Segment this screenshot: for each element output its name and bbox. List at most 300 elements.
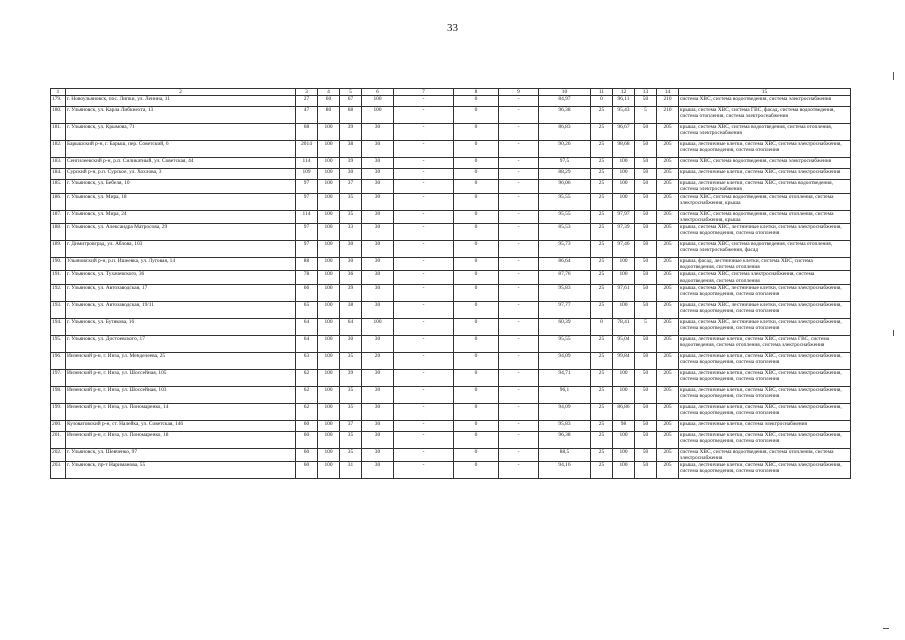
table-row: [51, 158, 851, 169]
table-cell-c12: 96,11: [613, 96, 635, 107]
table-cell-c11: 25: [591, 169, 613, 180]
table-cell-addr: г. Ульяновск, ул. Достоевского, 17: [66, 335, 296, 352]
table-cell-c11: 25: [591, 335, 613, 352]
table-cell-c14: 205: [657, 448, 679, 461]
table-cell-c4: 100: [318, 284, 340, 301]
header-row: [51, 89, 851, 96]
table-cell-c5: 35: [340, 403, 362, 420]
table-cell-c9: -: [499, 462, 539, 479]
table-row: [51, 318, 851, 335]
table-cell-c6: 30: [362, 271, 394, 284]
table-cell-c11: 25: [591, 158, 613, 169]
table-cell-n: 201.: [51, 431, 66, 448]
table-cell-addr: Инзенский р-н, г. Инза, ул. Менделеева, 25: [66, 352, 296, 369]
table-cell-addr: г. Ульяновск, пр-т Нариманова, 55: [66, 462, 296, 479]
table-cell-c7: -: [394, 318, 454, 335]
column-header: 12: [613, 89, 635, 96]
table-cell-c5: 30: [340, 241, 362, 258]
table-cell-c6: 30: [362, 258, 394, 271]
table-row: [51, 369, 851, 386]
table-cell-addr: г. Ульяновск, ул. Шевченко, 97: [66, 448, 296, 461]
table-cell-c9: -: [499, 431, 539, 448]
table-cell-c14: 205: [657, 318, 679, 335]
table-cell-c6: 30: [362, 431, 394, 448]
table-cell-c6: 30: [362, 193, 394, 210]
table-cell-c11: 25: [591, 271, 613, 284]
table-cell-n: 182.: [51, 141, 66, 158]
table-cell-c8: 0: [454, 107, 499, 124]
column-header: 3: [296, 89, 318, 96]
table-cell-c7: -: [394, 158, 454, 169]
table-cell-c11: 25: [591, 301, 613, 318]
table-cell-c14: 210: [657, 96, 679, 107]
table-cell-c4: 60: [318, 96, 340, 107]
table-cell-addr: г. Ульяновск, ул. Автозаводская, 19/11: [66, 301, 296, 318]
table-cell-c12: 100: [613, 462, 635, 479]
table-row: [51, 124, 851, 141]
table-cell-c3: 68: [296, 124, 318, 141]
table-cell-c15: система ХВС, система водоотведения, система отопления, система электроснабжения, крыша: [679, 193, 851, 210]
table-cell-c5: 38: [340, 141, 362, 158]
column-header: 9: [499, 89, 539, 96]
table-cell-c14: 205: [657, 169, 679, 180]
table-cell-c10: 95,55: [539, 193, 591, 210]
table-cell-n: 197.: [51, 369, 66, 386]
table-cell-c5: 33: [340, 224, 362, 241]
table-cell-c13: 50: [635, 431, 657, 448]
table-cell-c7: -: [394, 107, 454, 124]
table-row: [51, 462, 851, 479]
table-cell-c8: 0: [454, 158, 499, 169]
table-cell-c11: 0: [591, 318, 613, 335]
table-cell-c11: 0: [591, 96, 613, 107]
table-cell-c10: 60,39: [539, 318, 591, 335]
table-cell-c13: 50: [635, 403, 657, 420]
table-cell-c8: 0: [454, 284, 499, 301]
table-cell-c3: 65: [296, 301, 318, 318]
table-cell-c5: 31: [340, 462, 362, 479]
table-cell-c4: 100: [318, 258, 340, 271]
table-cell-c3: 64: [296, 318, 318, 335]
table-cell-c3: 64: [296, 335, 318, 352]
table-cell-c13: 50: [635, 241, 657, 258]
column-header: 14: [657, 89, 679, 96]
column-header: 1: [51, 89, 66, 96]
table-cell-addr: Инзенский р-н, г. Инза, ул. Шоссейная, 105: [66, 369, 296, 386]
table-cell-c10: 94,09: [539, 352, 591, 369]
table-cell-c15: крыша, фасад, лестничные клетки, система ХВС, система водоотведения, система отопления: [679, 258, 851, 271]
table-cell-c7: -: [394, 193, 454, 210]
table-cell-c15: крыша, лестничные клетки, система ХВС, система электроснабжения: [679, 169, 851, 180]
table-cell-c13: 50: [635, 180, 657, 193]
table-cell-c11: 25: [591, 448, 613, 461]
table-cell-c12: 100: [613, 271, 635, 284]
table-cell-c4: 100: [318, 448, 340, 461]
table-row: [51, 431, 851, 448]
table-cell-c13: 5: [635, 318, 657, 335]
table-cell-c6: 30: [362, 369, 394, 386]
table-cell-c9: -: [499, 141, 539, 158]
table-cell-c7: -: [394, 420, 454, 431]
table-cell-c8: 0: [454, 431, 499, 448]
table-cell-c3: 60: [296, 431, 318, 448]
table-cell-c10: 96,38: [539, 107, 591, 124]
table-cell-c6: 30: [362, 462, 394, 479]
table-cell-c12: 96,67: [613, 124, 635, 141]
table-cell-c15: крыша, лестничные клетки, система ХВС, система ГВС, система водоотведения, система отопления, система электроснабжения: [679, 335, 851, 352]
table-cell-c4: 100: [318, 352, 340, 369]
table-row: [51, 141, 851, 158]
table-cell-c4: 100: [318, 369, 340, 386]
table-cell-c15: крыша, система ХВС, система ГВС, фасад, система водоотведения, система отопления, система электроснабжения: [679, 107, 851, 124]
column-header: 11: [591, 89, 613, 96]
table-cell-c12: 100: [613, 180, 635, 193]
table-cell-c7: -: [394, 431, 454, 448]
table-cell-c14: 205: [657, 386, 679, 403]
column-header: 5: [340, 89, 362, 96]
table-cell-c5: 35: [340, 210, 362, 223]
table-cell-c9: -: [499, 158, 539, 169]
table-cell-c10: 95,73: [539, 241, 591, 258]
table-cell-c11: 25: [591, 107, 613, 124]
column-header: 6: [362, 89, 394, 96]
table-cell-c3: 27: [296, 96, 318, 107]
table-cell-n: 199.: [51, 403, 66, 420]
table-cell-c5: 64: [340, 318, 362, 335]
table-cell-c13: 50: [635, 210, 657, 223]
table-cell-c4: 80: [318, 107, 340, 124]
table-cell-c3: 78: [296, 271, 318, 284]
table-cell-c4: 100: [318, 180, 340, 193]
table-cell-c15: крыша, лестничные клетки, система ХВС, система электроснабжения, система водоотведения, система отопления: [679, 141, 851, 158]
table-cell-n: 192.: [51, 284, 66, 301]
table-cell-c7: -: [394, 448, 454, 461]
table-cell-addr: г. Ульяновск, ул. Бутякова, 16: [66, 318, 296, 335]
table-cell-c10: 94,16: [539, 462, 591, 479]
table-cell-c14: 205: [657, 158, 679, 169]
table-cell-c4: 100: [318, 241, 340, 258]
table-cell-c8: 0: [454, 141, 499, 158]
table-cell-c3: 2014: [296, 141, 318, 158]
table-cell-c12: 99,84: [613, 352, 635, 369]
table-cell-c3: 62: [296, 403, 318, 420]
scan-mark: [893, 72, 894, 80]
table-cell-addr: г. Ульяновск, ул. Тухачевского, 36: [66, 271, 296, 284]
table-cell-c12: 100: [613, 301, 635, 318]
table-cell-c7: -: [394, 271, 454, 284]
table-cell-c7: -: [394, 403, 454, 420]
table-cell-c9: -: [499, 258, 539, 271]
table-cell-addr: г. Ульяновск, ул. Мира, 24: [66, 210, 296, 223]
table-cell-c3: 97: [296, 224, 318, 241]
table-cell-c6: 30: [362, 124, 394, 141]
table-cell-c9: -: [499, 420, 539, 431]
table-cell-c9: -: [499, 241, 539, 258]
table-cell-c8: 0: [454, 462, 499, 479]
table-cell-addr: г. Ульяновск, ул. Александра Матросова, 29: [66, 224, 296, 241]
table-cell-addr: г. Димитровград, ул. Аблова, 103: [66, 241, 296, 258]
table-cell-c8: 0: [454, 335, 499, 352]
table-cell-c11: 25: [591, 386, 613, 403]
table-cell-c11: 25: [591, 210, 613, 223]
table-cell-c7: -: [394, 141, 454, 158]
table-cell-c5: 68: [340, 107, 362, 124]
table-cell-addr: г. Ульяновск, ул. Автозаводская, 17: [66, 284, 296, 301]
table-cell-c11: 25: [591, 462, 613, 479]
table-cell-c6: 30: [362, 284, 394, 301]
scan-mark: [883, 628, 889, 629]
table-row: [51, 271, 851, 284]
table-cell-c6: 30: [362, 241, 394, 258]
table-cell-n: 181.: [51, 124, 66, 141]
table-cell-c3: 62: [296, 386, 318, 403]
table-row: [51, 352, 851, 369]
table-cell-n: 200.: [51, 420, 66, 431]
table-cell-c12: 98,68: [613, 141, 635, 158]
table-cell-c3: 97: [296, 180, 318, 193]
table-cell-c12: 100: [613, 169, 635, 180]
table-cell-n: 195.: [51, 335, 66, 352]
table-cell-c11: 25: [591, 241, 613, 258]
table-cell-n: 189.: [51, 241, 66, 258]
table-cell-addr: Инзенский р-н, г. Инза, ул. Шоссейная, 103: [66, 386, 296, 403]
table-cell-c14: 205: [657, 258, 679, 271]
table-cell-c13: 50: [635, 352, 657, 369]
table-cell-c7: -: [394, 335, 454, 352]
table-cell-c9: -: [499, 180, 539, 193]
table-cell-c15: крыша, лестничные клетки, система электроснабжения: [679, 420, 851, 431]
table-cell-c11: 25: [591, 124, 613, 141]
table-cell-c14: 205: [657, 403, 679, 420]
table-cell-n: 190.: [51, 258, 66, 271]
table-cell-c13: 50: [635, 462, 657, 479]
table-cell-c8: 0: [454, 301, 499, 318]
table-cell-addr: Барышский р-н, г. Барыш, пер. Советский, 6: [66, 141, 296, 158]
table-cell-c8: 0: [454, 180, 499, 193]
table-cell-c4: 100: [318, 431, 340, 448]
table-cell-c4: 100: [318, 224, 340, 241]
table-cell-c8: 0: [454, 169, 499, 180]
table-cell-n: 202.: [51, 448, 66, 461]
table-cell-c10: 97,77: [539, 301, 591, 318]
table-cell-addr: Кузоватовский р-н, ст. Налейка, ул. Советская, 146: [66, 420, 296, 431]
table-cell-c5: 37: [340, 180, 362, 193]
table-cell-addr: Инзенский р-н, г. Инза, ул. Пономаренко, 14: [66, 403, 296, 420]
table-cell-c10: 84,97: [539, 96, 591, 107]
table-cell-c3: 114: [296, 158, 318, 169]
table-row: [51, 241, 851, 258]
table-cell-c6: 30: [362, 386, 394, 403]
table-cell-c4: 100: [318, 386, 340, 403]
table-cell-c3: 60: [296, 448, 318, 461]
table-cell-c3: 62: [296, 369, 318, 386]
table-cell-c7: -: [394, 96, 454, 107]
table-cell-c13: 50: [635, 193, 657, 210]
table-cell-c15: крыша, лестничные клетки, система ХВС, система электроснабжения, система водоотведения, система отопления: [679, 386, 851, 403]
table-cell-addr: Сурский р-н, р.п. Сурское, ул. Хохлова, 3: [66, 169, 296, 180]
table-cell-c13: 50: [635, 335, 657, 352]
table-cell-c12: 100: [613, 369, 635, 386]
table-row: [51, 258, 851, 271]
table-cell-c11: 25: [591, 403, 613, 420]
table-cell-c12: 100: [613, 386, 635, 403]
table-cell-c7: -: [394, 210, 454, 223]
column-header: 7: [394, 89, 454, 96]
table-cell-c12: 100: [613, 158, 635, 169]
table-cell-c5: 30: [340, 335, 362, 352]
table-cell-n: 196.: [51, 352, 66, 369]
table-cell-c8: 0: [454, 258, 499, 271]
table-cell-c10: 95,83: [539, 420, 591, 431]
table-cell-c13: 50: [635, 271, 657, 284]
table-cell-c4: 100: [318, 210, 340, 223]
table-cell-c7: -: [394, 258, 454, 271]
table-cell-c5: 35: [340, 352, 362, 369]
data-table: [50, 88, 851, 479]
table-cell-c9: -: [499, 386, 539, 403]
table-cell-c3: 88: [296, 258, 318, 271]
table-cell-c5: 39: [340, 284, 362, 301]
table-cell-c15: крыша, система ХВС, система электроснабжения, система водоотведения, система отопления: [679, 271, 851, 284]
column-header: 4: [318, 89, 340, 96]
table-cell-c4: 100: [318, 193, 340, 210]
table-cell-c7: -: [394, 352, 454, 369]
table-cell-c15: крыша, система ХВС, система водоотведения, система отопления, система электроснабжения, фасад: [679, 241, 851, 258]
table-cell-c12: 95,04: [613, 335, 635, 352]
table-cell-c6: 100: [362, 96, 394, 107]
table-cell-c3: 63: [296, 352, 318, 369]
table-cell-c13: 50: [635, 301, 657, 318]
table-cell-c9: -: [499, 124, 539, 141]
table-cell-c15: крыша, лестничные клетки, система ХВС, система электроснабжения, система водоотведения, система отопления: [679, 352, 851, 369]
table-cell-c9: -: [499, 301, 539, 318]
table-row: [51, 193, 851, 210]
table-cell-c9: -: [499, 448, 539, 461]
table-body: [51, 96, 851, 479]
table-cell-c6: 30: [362, 224, 394, 241]
table-cell-c14: 205: [657, 301, 679, 318]
table-cell-c8: 0: [454, 420, 499, 431]
table-cell-c6: 30: [362, 180, 394, 193]
table-cell-c6: 20: [362, 352, 394, 369]
table-cell-c13: 50: [635, 369, 657, 386]
table-cell-c11: 25: [591, 141, 613, 158]
column-header: 8: [454, 89, 499, 96]
table-cell-c7: -: [394, 301, 454, 318]
table-cell-c3: 97: [296, 241, 318, 258]
table-cell-n: 203.: [51, 462, 66, 479]
table-cell-c13: 50: [635, 141, 657, 158]
table-cell-addr: г. Ульяновск, ул. Мира, 18: [66, 193, 296, 210]
table-cell-c14: 205: [657, 241, 679, 258]
table-cell-c4: 100: [318, 318, 340, 335]
table-cell-addr: Инзенский р-н, г. Инза, ул. Пономаренко, 18: [66, 431, 296, 448]
table-cell-c5: 30: [340, 169, 362, 180]
column-header: 13: [635, 89, 657, 96]
table-cell-c7: -: [394, 386, 454, 403]
table-cell-c11: 25: [591, 420, 613, 431]
table-cell-c7: -: [394, 369, 454, 386]
table-cell-c3: 66: [296, 284, 318, 301]
table-row: [51, 107, 851, 124]
table-cell-c15: крыша, лестничные клетки, система ХВС, система электроснабжения, система водоотведения, система отопления: [679, 462, 851, 479]
table-cell-c4: 100: [318, 169, 340, 180]
table-cell-c7: -: [394, 462, 454, 479]
table-cell-c10: 86,83: [539, 124, 591, 141]
table-cell-c15: крыша, лестничные клетки, система ХВС, система электроснабжения, система водоотведения, система отопления: [679, 431, 851, 448]
table-cell-c13: 50: [635, 158, 657, 169]
table-row: [51, 448, 851, 461]
table-cell-c14: 205: [657, 124, 679, 141]
table-cell-c10: 95,83: [539, 284, 591, 301]
table-cell-c13: 50: [635, 448, 657, 461]
table-cell-c9: -: [499, 369, 539, 386]
table-cell-c8: 0: [454, 224, 499, 241]
table-cell-c8: 0: [454, 386, 499, 403]
table-cell-c13: 50: [635, 258, 657, 271]
table-cell-c4: 100: [318, 335, 340, 352]
table-cell-c11: 25: [591, 352, 613, 369]
table-cell-c11: 25: [591, 224, 613, 241]
table-cell-c9: -: [499, 193, 539, 210]
table-cell-c10: 96,06: [539, 180, 591, 193]
table-cell-addr: г. Ульяновск, ул. Крымова, 71: [66, 124, 296, 141]
table-cell-c9: -: [499, 169, 539, 180]
table-cell-c14: 205: [657, 224, 679, 241]
table-cell-c3: 60: [296, 420, 318, 431]
table-cell-n: 194.: [51, 318, 66, 335]
table-cell-c8: 0: [454, 96, 499, 107]
table-cell-c12: 98: [613, 420, 635, 431]
table-cell-c6: 30: [362, 301, 394, 318]
table-cell-c7: -: [394, 169, 454, 180]
table-row: [51, 284, 851, 301]
table-cell-c9: -: [499, 352, 539, 369]
table-cell-c14: 205: [657, 193, 679, 210]
table-cell-c7: -: [394, 224, 454, 241]
table-cell-c9: -: [499, 335, 539, 352]
table-cell-c12: 100: [613, 258, 635, 271]
table-cell-c10: 88,5: [539, 448, 591, 461]
table-cell-c5: 39: [340, 158, 362, 169]
table-cell-c12: 97,39: [613, 224, 635, 241]
table-cell-c15: крыша, система ХВС, лестничные клетки, система электроснабжения, система водоотведения, система отопления: [679, 224, 851, 241]
table-cell-c12: 97,46: [613, 241, 635, 258]
scan-mark: [893, 330, 894, 336]
table-cell-c5: 36: [340, 271, 362, 284]
table-cell-n: 180.: [51, 107, 66, 124]
table-cell-c15: крыша, система ХВС, лестничные клетки, система электроснабжения, система водоотведения, система отопления: [679, 318, 851, 335]
table-cell-c14: 205: [657, 462, 679, 479]
table-cell-c4: 100: [318, 403, 340, 420]
table-cell-addr: г. Новоульяновск, пос. Липки, ул. Ленина, 11: [66, 96, 296, 107]
table-cell-n: 186.: [51, 193, 66, 210]
column-header: 10: [539, 89, 591, 96]
table-cell-c5: 37: [340, 420, 362, 431]
table-cell-c11: 25: [591, 431, 613, 448]
table-cell-c8: 0: [454, 318, 499, 335]
table-cell-c8: 0: [454, 124, 499, 141]
table-cell-c5: 35: [340, 448, 362, 461]
table-cell-c14: 205: [657, 369, 679, 386]
table-cell-c10: 86,64: [539, 258, 591, 271]
table-cell-addr: г. Ульяновск, ул. Карла Либкнехта, 13: [66, 107, 296, 124]
table-cell-c14: 210: [657, 107, 679, 124]
table-cell-n: 179.: [51, 96, 66, 107]
table-cell-n: 185.: [51, 180, 66, 193]
table-cell-c6: 30: [362, 335, 394, 352]
table-cell-c13: 50: [635, 224, 657, 241]
